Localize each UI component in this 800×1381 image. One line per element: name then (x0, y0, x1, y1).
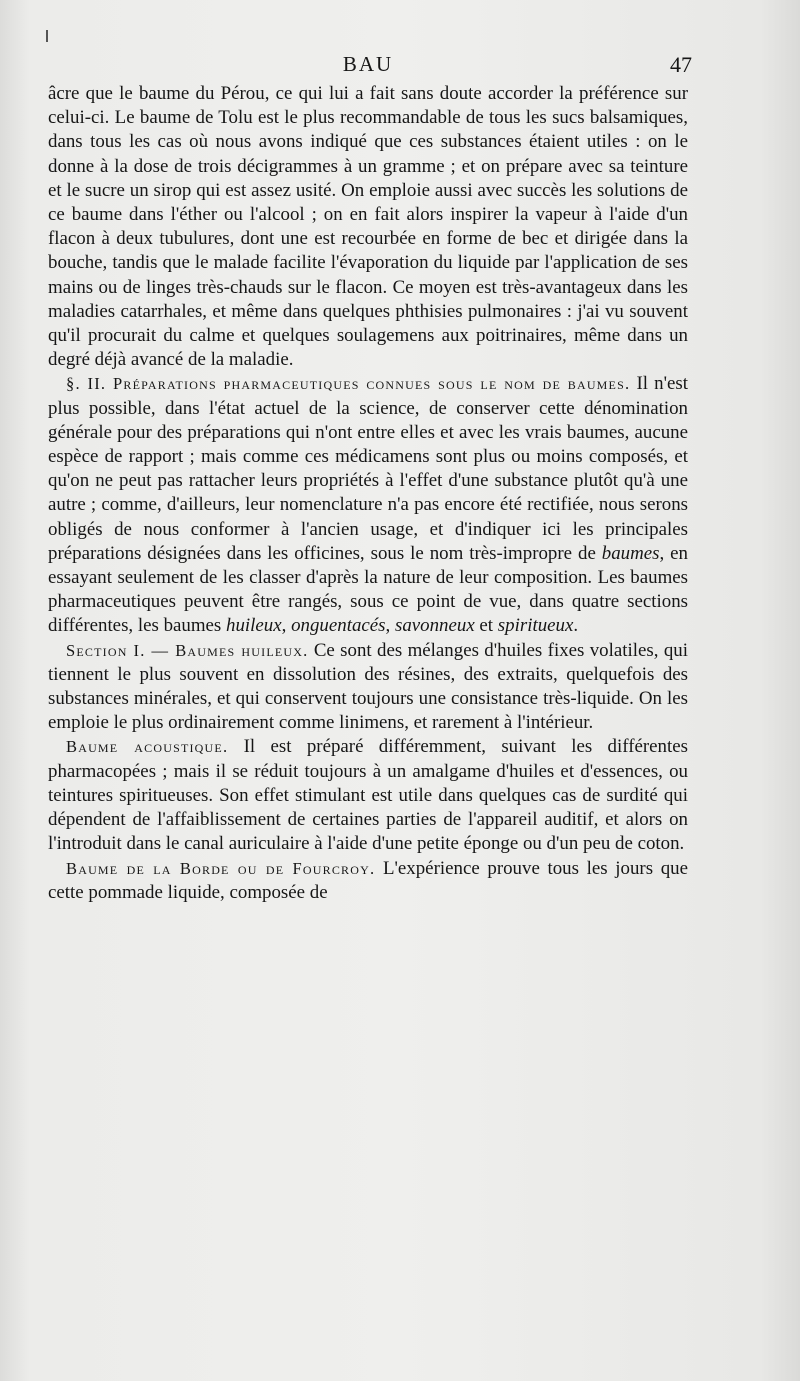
section-heading: §. II. Préparations pharmaceutiques connues sous le nom de baumes. (66, 374, 631, 394)
running-head (48, 52, 692, 80)
paragraph-baume-acoustique (48, 735, 688, 856)
section-heading: Section I. — Baumes huileux. (66, 640, 309, 660)
page-number: 47 (670, 52, 692, 77)
entry-heading: Baume acoustique. (66, 737, 229, 757)
italic-term: spiritueux (497, 615, 574, 637)
body-text (48, 82, 688, 905)
paragraph-section-i (48, 639, 688, 736)
paragraph-text: Il n'est plus possible, dans l'état actuel de la science, de conserver cette dénomination générale pour des préparations qui n'ont entre elles et avec les vrais baumes, aucune espèce de rapport ; mais comme ces médicamens sont plus ou moins composés, et qu'on ne peut pas rattacher leurs propriétés à l'effet d'une substance plutôt qu'à une autre ; comme, d'ailleurs, leur nomenclature n'a pas encore été rectifiée, nous serons obligés de nous conformer à l'ancien usage, et d'indiquer ici les principales préparations désignées dans les officines, sous le nom très-impropre de (48, 373, 688, 564)
running-title: BAU (342, 52, 394, 76)
separator: , (385, 615, 395, 637)
paragraph-text: L'expérience prouve tous les jours que cette pommade liquide, composée de (48, 857, 688, 903)
separator: et (474, 615, 498, 637)
paragraph-text: Il est préparé différemment, suivant les différentes pharmacopées ; mais il se réduit toujours à un amalgame d'huiles et d'essences, ou teintures spiritueuses. Son effet stimulant est utile dans quelques cas de surdité qui dépendent de l'affaiblissement de certaines parties de l'appareil auditif, et alors on l'introduit dans le canal auriculaire à l'aide d'une petite éponge ou d'un peu de coton. (48, 736, 688, 855)
paragraph-continuation (48, 82, 688, 372)
separator: , (281, 615, 292, 637)
entry-heading: Baume de la Borde ou de Fourcroy. (66, 858, 376, 878)
paragraph-text: , en essayant seulement de les classer d'après la nature de leur composition. Les baumes pharmaceutiques peuvent être rangés, sous ce point de vue, dans quatre sections différentes, les baumes (48, 542, 688, 637)
paragraph-text: âcre que le baume du Pérou, ce qui lui a fait sans doute accorder la préférence sur celui-ci. Le baume de Tolu est le plus recommandable de tous les sucs balsamiques, dans tous les cas où nous avons indiqué que ces substances étaient utiles : on le donne à la dose de trois décigrammes à un gramme ; et on prépare avec sa teinture et le sucre un sirop qui est assez usité. On emploie aussi avec succès les solutions de ce baume dans l'éther ou l'alcool ; on en fait alors inspirer la vapeur à l'aide d'un flacon à deux tubulures, dont une est recourbée en forme de bec et dirigée dans la bouche, tandis que le malade facilite l'évaporation du liquide par l'application de ses mains ou de linges très-chauds sur le flacon. Ce moyen est très-avantageux dans les maladies catarrhales, et même dans quelques phthisies pulmonaires : j'ai vu souvent qu'il procurait du calme et quelques soulagemens aux poitrinaires, même dans un degré déjà avancé de la maladie. (48, 83, 688, 371)
italic-term: huileux (226, 615, 282, 637)
paragraph-baume-la-borde (48, 857, 688, 905)
paragraph-text: Ce sont des mélanges d'huiles fixes volatiles, qui tiennent le plus souvent en dissolution des résines, des extraits, quelquefois des substances minérales, et qui conservent toujours une consistance très-liquide. On les emploie le plus ordinairement comme linimens, et rarement à l'intérieur. (48, 639, 688, 734)
margin-mark (46, 30, 48, 42)
italic-term: savonneux (394, 615, 475, 637)
italic-term: baumes (601, 542, 660, 564)
separator: . (573, 615, 579, 637)
paragraph-section-ii (48, 372, 688, 638)
italic-term: onguentacés (291, 615, 386, 637)
